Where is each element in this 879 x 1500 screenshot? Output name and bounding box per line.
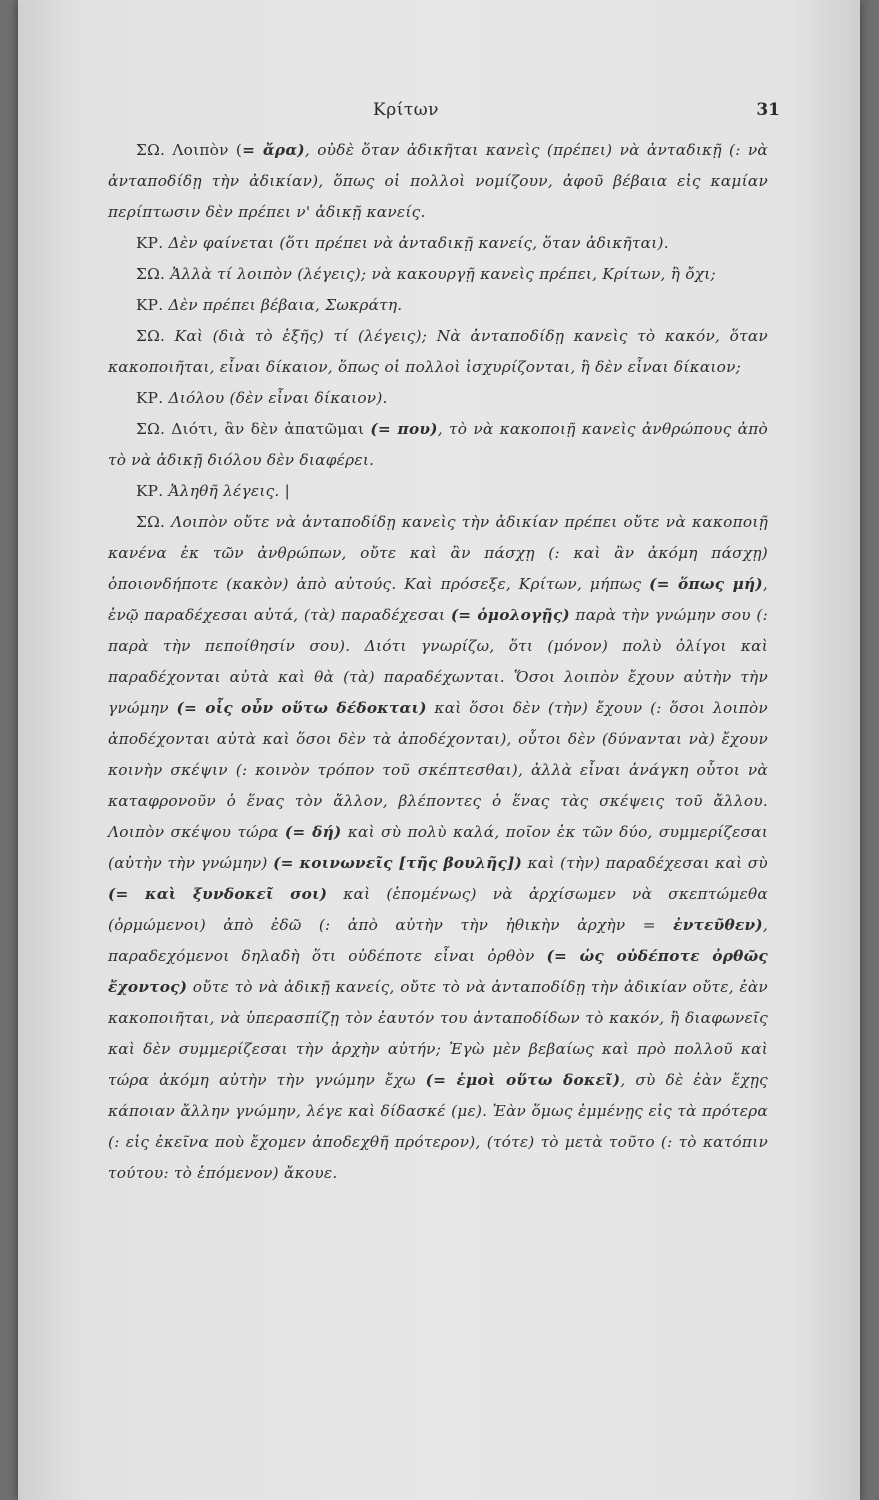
text-segment: Λοιπὸν οὔτε νὰ ἀνταποδίδῃ κανεὶς τὴν ἀδικίαν πρέπει οὔτε νὰ κακοποιῇ κανένα ἐκ τῶν ἀνθρώπων, οὔτε καὶ ἂν πάσχῃ (: καὶ ἂν ἀκόμη πάσχῃ) ὁποιονδήποτε (κακὸν) ἀπὸ αὐτούς. Καὶ πρόσεξε, Κρίτων, μήπως (108, 513, 768, 593)
original-text-gloss: (= δή) (284, 823, 342, 841)
original-text-gloss: (= κοινωνεῖς [τῆς βουλῆς]) (273, 854, 523, 872)
dialogue-paragraph (108, 321, 768, 383)
speaker-label: ΚΡ. (136, 296, 169, 314)
speaker-label: ΚΡ. (136, 389, 169, 407)
dialogue-paragraph (108, 383, 768, 414)
original-text-gloss: (= ὡς οὐδέποτε ὀρθῶς ἔχοντος) (108, 947, 768, 996)
text-segment: καὶ (τὴν) παραδέχεσαι καὶ σὺ (522, 854, 768, 872)
text-segment: Διότι, ἂν δὲν ἀπατῶμαι (171, 420, 371, 438)
text-segment: , ἐνῷ παραδέχεσαι αὐτά, (τὰ) παραδέχεσαι (108, 575, 768, 624)
speaker-label: ΣΩ. (136, 327, 175, 345)
dialogue-paragraph (108, 135, 768, 228)
text-segment: Δὲν πρέπει βέβαια, Σωκράτη. (168, 296, 403, 314)
speaker-label: ΚΡ. (136, 482, 169, 500)
text-segment: , σὺ δὲ ἐὰν ἔχῃς κάποιαν ἄλλην γνώμην, λέγε καὶ δίδασκέ (με). Ἐὰν ὅμως ἐμμένῃς εἰς τὰ πρότερα (: εἰς ἐκεῖνα ποὺ ἔχομεν ἀποδεχθῆ πρότερον), (τότε) τὸ μετὰ τοῦτο (: τὸ κατόπιν τούτου: τὸ ἑπόμενον) ἄκουε. (108, 1071, 768, 1182)
text-segment: Δὲν φαίνεται (ὅτι πρέπει νὰ ἀνταδικῇ κανείς, ὅταν ἀδικῆται). (168, 234, 669, 252)
original-text-gloss: = ἄρα) (242, 141, 305, 159)
page-number: 31 (756, 100, 780, 120)
dialogue-paragraph (108, 290, 768, 321)
text-segment: , οὐδὲ ὅταν ἀδικῆται κανεὶς (πρέπει) νὰ ἀνταδικῇ (: νὰ ἀνταποδίδῃ τὴν ἀδικίαν), ὅπως οἱ πολλοὶ νομίζουν, ἀφοῦ βέβαια εἰς καμίαν περίπτωσιν δὲν πρέπει ν' ἀδικῇ κανείς. (108, 141, 768, 221)
speaker-label: ΣΩ. (136, 513, 172, 531)
text-segment: Ἀληθῆ λέγεις. | (168, 482, 291, 500)
original-text-gloss: (= καὶ ξυνδοκεῖ σοι) (108, 885, 328, 903)
dialogue-paragraph (108, 259, 768, 290)
dialogue-text (108, 135, 768, 1189)
text-segment: Ἀλλὰ τί λοιπὸν (λέγεις); νὰ κακουργῇ κανεὶς πρέπει, Κρίτων, ἢ ὄχι; (170, 265, 716, 283)
text-segment: καὶ σὺ πολὺ καλά, ποῖον ἐκ τῶν δύο, συμμερίζεσαι (αὐτὴν τὴν γνώμην) (108, 823, 768, 872)
page-header (18, 100, 860, 130)
text-segment: καὶ ὅσοι δὲν (τὴν) ἔχουν (: ὅσοι λοιπὸν ἀποδέχονται αὐτὰ καὶ ὅσοι δὲν τὰ ἀποδέχονται), οὗτοι δὲν (δύνανται νὰ) ἔχουν κοινὴν σκέψιν (: κοινὸν τρόπον τοῦ σκέπτεσθαι), ἀλλὰ εἶναι ἀνάγκη οὗτοι νὰ καταφρονοῦν ὁ ἕνας τὸν ἄλλον, βλέποντες ὁ ἕνας τὰς σκέψεις τοῦ ἄλλου. Λοιπὸν σκέψου τώρα (108, 699, 768, 841)
text-segment: Διόλου (δὲν εἶναι δίκαιον). (168, 389, 388, 407)
original-text-gloss: ἐντεῦθεν) (673, 916, 763, 934)
text-segment: , παραδεχόμενοι δηλαδὴ ὅτι οὐδέποτε εἶναι ὀρθὸν (108, 916, 768, 965)
original-text-gloss: (= ὅπως μή) (649, 575, 763, 593)
speaker-label: ΣΩ. (136, 420, 172, 438)
original-text-gloss: (= οἷς οὖν οὕτω δέδοκται) (176, 699, 427, 717)
original-text-gloss: (= ἐμοὶ οὕτω δοκεῖ) (425, 1071, 621, 1089)
text-segment: , τὸ νὰ κακοποιῇ κανεὶς ἀνθρώπους ἀπὸ τὸ νὰ ἀδικῇ διόλου δὲν διαφέρει. (108, 420, 768, 469)
original-text-gloss: (= ὁμολογῇς) (450, 606, 570, 624)
text-segment: οὔτε τὸ νὰ ἀδικῇ κανείς, οὔτε τὸ νὰ ἀνταποδίδῃ τὴν ἀδικίαν οὔτε, ἐὰν κακοποιῆται, νὰ ὑπερασπίζῃ τὸν ἑαυτόν του ἀνταποδίδων τὸ κακόν, ἢ διαφωνεῖς καὶ δὲν συμμερίζεσαι τὴν ἀρχὴν αὐτήν; Ἐγὼ μὲν βεβαίως καὶ πρὸ πολλοῦ καὶ τώρα ἀκόμη αὐτὴν τὴν γνώμην ἔχω (108, 978, 768, 1089)
dialogue-paragraph (108, 507, 768, 1189)
dialogue-paragraph (108, 228, 768, 259)
book-page (18, 0, 860, 1500)
speaker-label: ΚΡ. (136, 234, 169, 252)
speaker-label: ΣΩ. (136, 141, 173, 159)
running-title: Κρίτων (373, 100, 439, 120)
text-segment: παρὰ τὴν γνώμην σου (: παρὰ τὴν πεποίθησίν σου). Διότι γνωρίζω, ὅτι (μόνον) πολὺ ὀλίγοι καὶ παραδέχονται αὐτὰ καὶ θὰ (τὰ) παραδέχωνται. Ὅσοι λοιπὸν ἔχουν αὐτὴν τὴν γνώμην (108, 606, 768, 717)
dialogue-paragraph (108, 414, 768, 476)
speaker-label: ΣΩ. (136, 265, 171, 283)
original-text-gloss: (= που) (370, 420, 438, 438)
text-segment: Καὶ (διὰ τὸ ἑξῆς) τί (λέγεις); Νὰ ἀνταποδίδῃ κανεὶς τὸ κακόν, ὅταν κακοποιῆται, εἶναι δίκαιον, ὅπως οἱ πολλοὶ ἰσχυρίζονται, ἢ δὲν εἶναι δίκαιον; (108, 327, 768, 376)
text-segment: Λοιπὸν ( (172, 141, 243, 159)
dialogue-paragraph (108, 476, 768, 507)
text-segment: καὶ (ἑπομένως) νὰ ἀρχίσωμεν νὰ σκεπτώμεθα (ὁρμώμενοι) ἀπὸ ἐδῶ (: ἀπὸ αὐτὴν τὴν ἠθικὴν ἀρχὴν = (108, 885, 768, 934)
